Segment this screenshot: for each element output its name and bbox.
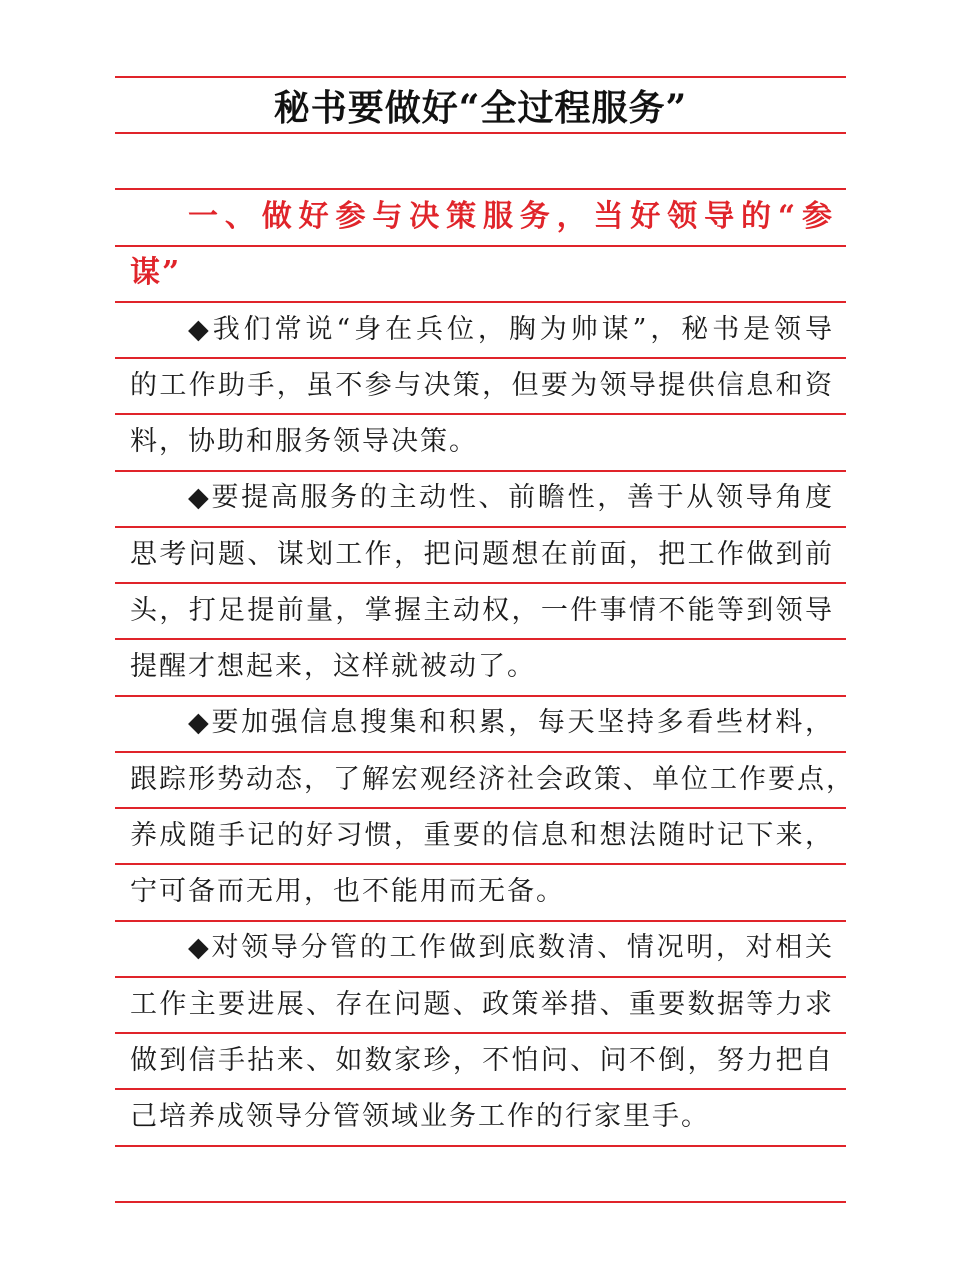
page-title: 秘书要做好“全过程服务” xyxy=(273,87,688,129)
paragraph-line: ◆要提高服务的主动性、前瞻性，善于从领导角度 xyxy=(188,482,834,513)
paragraph-line: 养成随手记的好习惯，重要的信息和想法随时记下来， xyxy=(130,820,834,851)
paragraph-line: 做到信手拈来、如数家珍，不怕问、问不倒，努力把自 xyxy=(130,1045,834,1076)
paragraph-line: 宁可备而无用，也不能用而无备。 xyxy=(130,876,565,907)
paragraph-line: 工作主要进展、存在问题、政策举措、重要数据等力求 xyxy=(130,989,834,1020)
section-heading-line: 谋” xyxy=(130,255,182,290)
paragraph-line: 跟踪形势动态，了解宏观经济社会政策、单位工作要点， xyxy=(130,764,855,795)
paragraph-line: 头，打足提前量，掌握主动权，一件事情不能等到领导 xyxy=(130,595,834,626)
paragraph-line: 提醒才想起来，这样就被动了。 xyxy=(130,651,536,682)
paragraph-line: 思考问题、谋划工作，把问题想在前面，把工作做到前 xyxy=(130,539,834,570)
section-heading-line: 一、做好参与决策服务，当好领导的“参 xyxy=(188,199,834,234)
rule-line xyxy=(115,1201,846,1203)
rule-line xyxy=(115,76,846,78)
paragraph-line: 的工作助手，虽不参与决策，但要为领导提供信息和资 xyxy=(130,370,834,401)
paragraph-line: 料，协助和服务领导决策。 xyxy=(130,426,478,457)
rule-line xyxy=(115,1145,846,1147)
paragraph-line: ◆要加强信息搜集和积累，每天坚持多看些材料， xyxy=(188,707,834,738)
paragraph-line: ◆对领导分管的工作做到底数清、情况明，对相关 xyxy=(188,932,834,963)
paragraph-line: 己培养成领导分管领域业务工作的行家里手。 xyxy=(130,1101,710,1132)
paragraph-line: ◆我们常说“身在兵位，胸为帅谋”，秘书是领导 xyxy=(188,314,834,345)
